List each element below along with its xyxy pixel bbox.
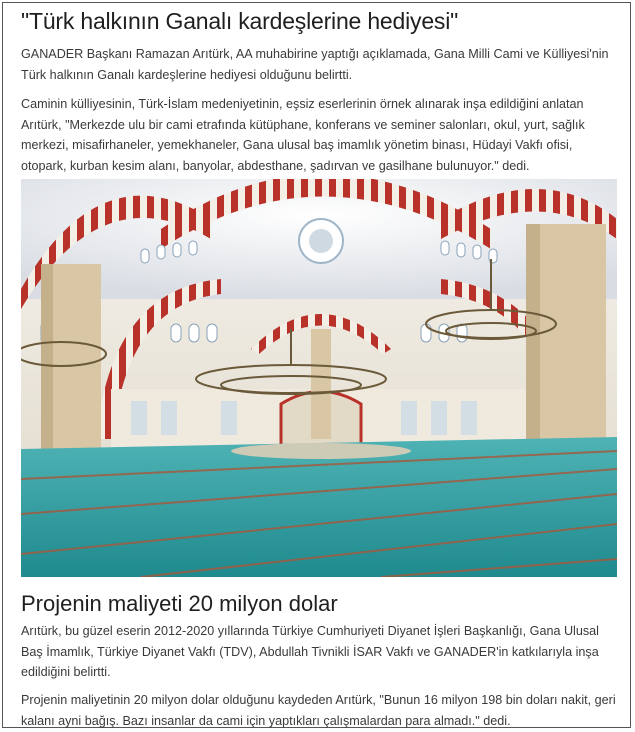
article-frame — [2, 2, 631, 728]
mosque-interior-photo — [21, 179, 617, 577]
paragraph-intro: GANADER Başkanı Ramazan Arıtürk, AA muhabirine yaptığı açıklamada, Gana Milli Cami ve Külliyesi'nin Türk halkının Ganalı kardeşlerine hediyesi olduğunu belirtti. — [21, 47, 609, 82]
paragraph-cost-detail: Projenin maliyetinin 20 milyon dolar olduğunu kaydeden Arıtürk, "Bunun 16 milyon 198 bin doları nakit, geri kalanı ayni bağış. Bazı insanlar da cami için yaptıkları çalışmalardan para almadı." dedi. — [21, 693, 616, 728]
article-content — [21, 7, 617, 728]
article-title: "Türk halkının Ganalı kardeşlerine hediyesi" — [21, 8, 459, 34]
paragraph-contributors: Arıtürk, bu güzel eserin 2012-2020 yıllarında Türkiye Cumhuriyeti Diyanet İşleri Başkanlığı, Gana Ulusal Baş İmamlık, Türkiye Diyanet Vakfı (TDV), Abdullah Tivnikli İSAR Vakfı ve GANADER'in katkılarıyla inşa edildiğini belirtti. — [21, 624, 599, 679]
paragraph-complex-description: Caminin külliyesinin, Türk-İslam medeniyetinin, eşsiz eserlerinin örnek alınarak inşa edildiğini anlatan Arıtürk, "Merkezde ulu bir cami etrafında kütüphane, konferans ve seminer salonları, okul, yurt, sağlık merkezi, misafirhaneler, yemekhaneler, Gana ulusal baş imamlık yönetim binası, Hüdayi Vakfı ofisi, otopark, kurban kesim alanı, banyolar, abdesthane, şadırvan ve gasilhane bulunuyor." dedi. — [21, 97, 585, 173]
section-heading-cost: Projenin maliyeti 20 milyon dolar — [21, 591, 338, 616]
